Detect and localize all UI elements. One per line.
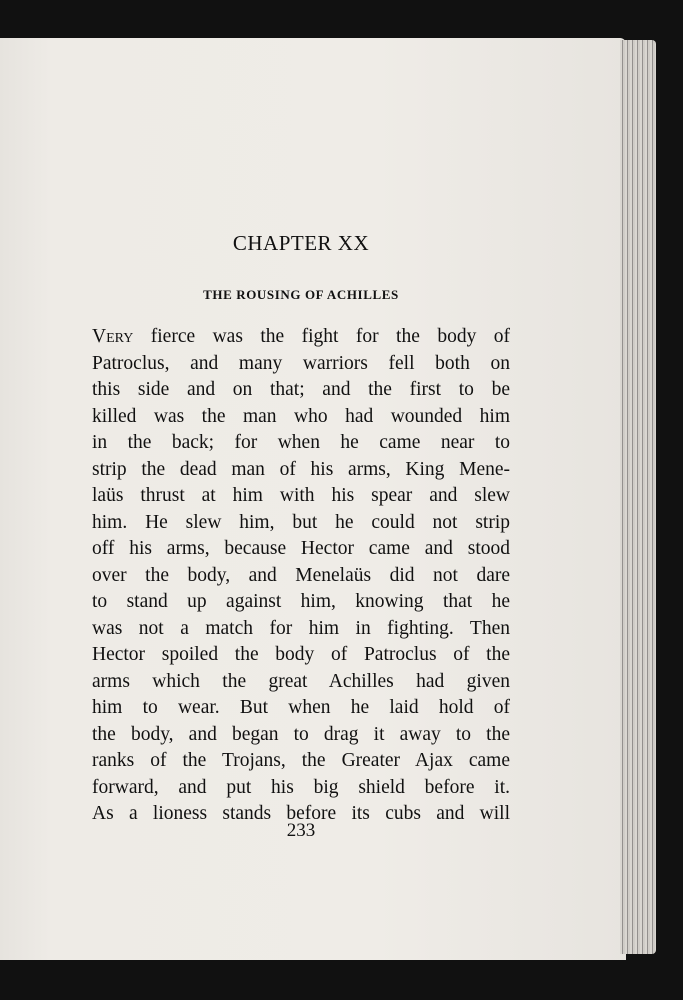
text-line: him to wear. But when he laid hold of bbox=[92, 697, 510, 718]
text-line: laüs thrust at him with his spear and slew bbox=[92, 485, 510, 506]
text-line: Patroclus, and many warriors fell both on bbox=[92, 352, 510, 374]
text-line: forward, and put his big shield before it. bbox=[92, 776, 510, 798]
text-line: to stand up against him, knowing that he bbox=[92, 591, 510, 612]
text-line: him. He slew him, but he could not strip bbox=[92, 511, 510, 533]
text-line: strip the dead man of his arms, King Mene- bbox=[92, 458, 510, 480]
page-edges bbox=[620, 40, 656, 954]
text-line: ranks of the Trojans, the Greater Ajax came bbox=[92, 750, 510, 771]
text-line: Very fierce was the fight for the body of bbox=[92, 326, 511, 347]
text-line: the body, and began to drag it away to the bbox=[92, 723, 510, 745]
text-line: was not a match for him in fighting. Then bbox=[92, 617, 510, 639]
body-text bbox=[92, 324, 510, 828]
text-line: Hector spoiled the body of Patroclus of the bbox=[92, 644, 510, 665]
drop-word: Very bbox=[92, 326, 134, 347]
text-line: in the back; for when he came near to bbox=[92, 432, 510, 453]
text-line: As a lioness stands before its cubs and will bbox=[92, 803, 510, 824]
text-line: this side and on that; and the first to be bbox=[92, 379, 510, 400]
chapter-title: CHAPTER XX bbox=[232, 231, 370, 255]
text-line: over the body, and Menelaüs did not dare bbox=[92, 564, 510, 586]
text-line: killed was the man who had wounded him bbox=[92, 405, 510, 427]
page-number: 233 bbox=[286, 820, 316, 841]
text-line: off his arms, because Hector came and stood bbox=[92, 538, 510, 559]
text-line: arms which the great Achilles had given bbox=[92, 670, 510, 692]
chapter-subtitle: THE ROUSING OF ACHILLES bbox=[203, 287, 399, 302]
